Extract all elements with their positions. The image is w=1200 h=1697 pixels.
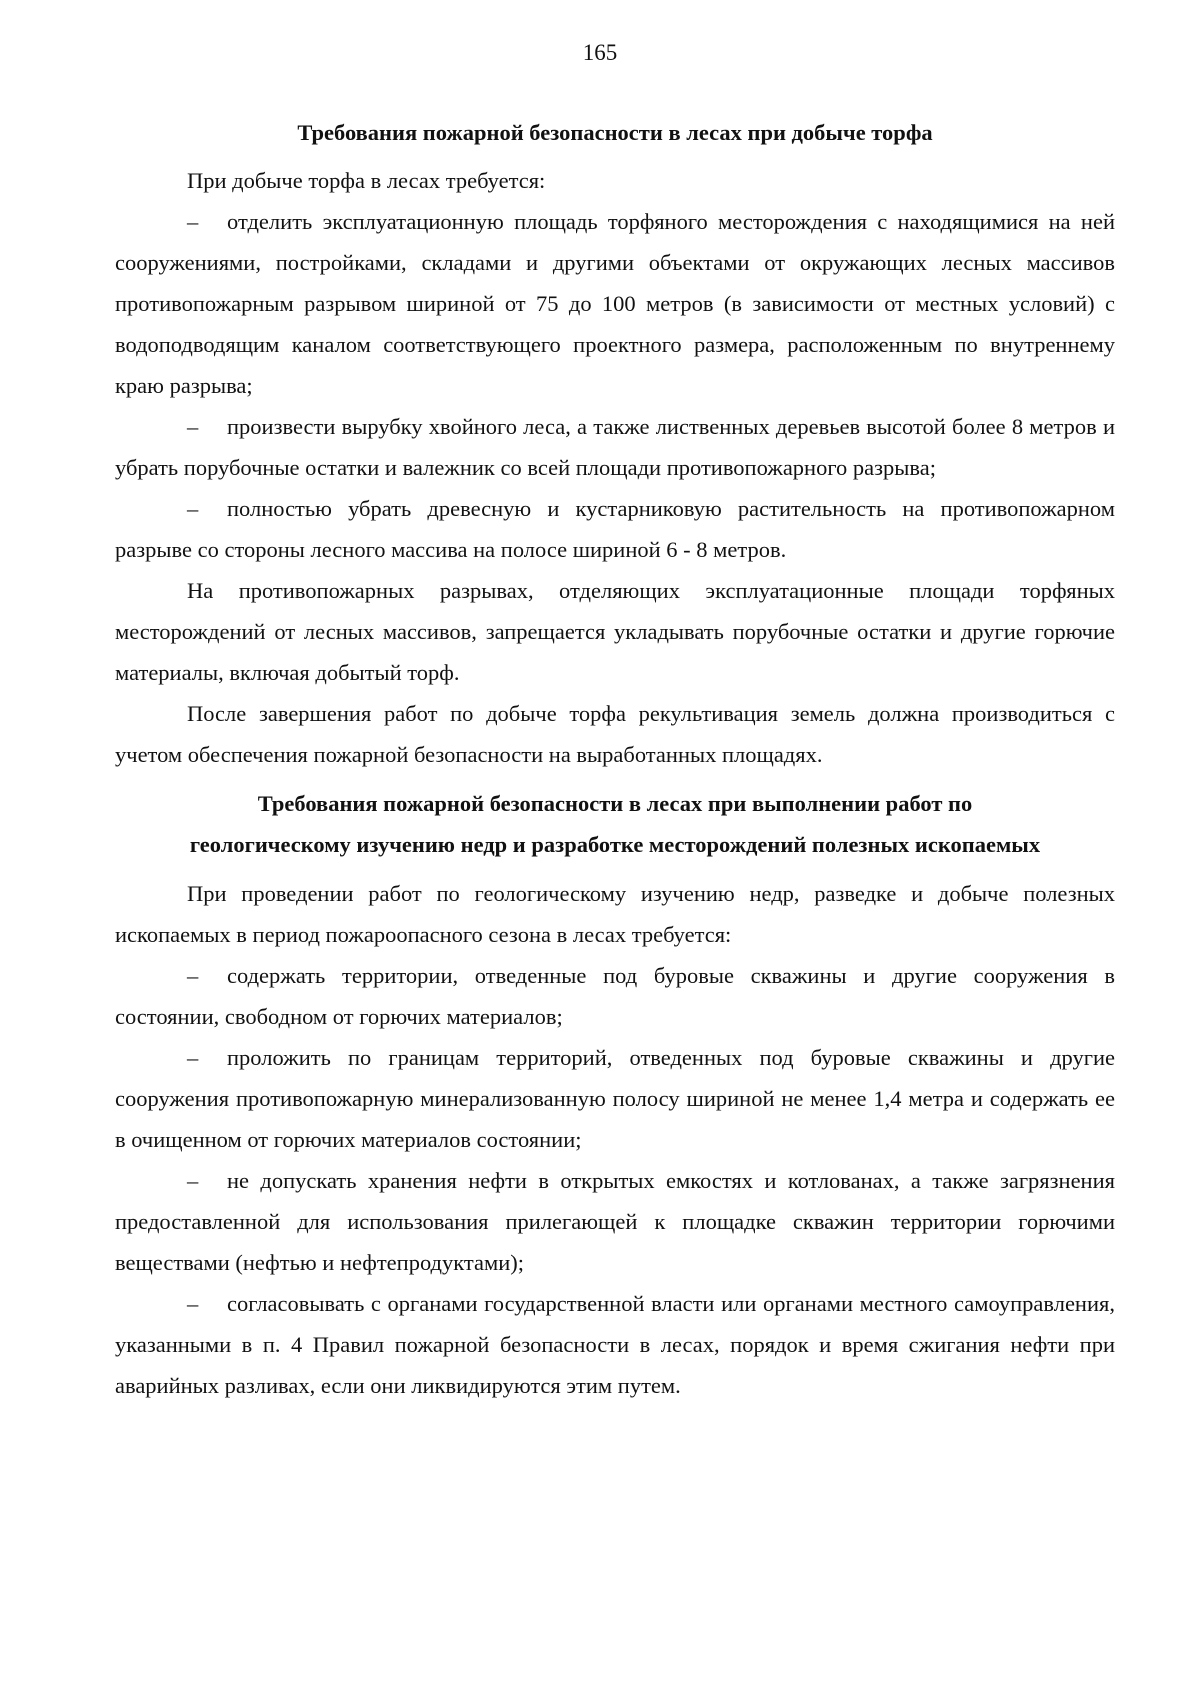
dash-bullet: – [187, 1045, 199, 1070]
section-heading-geology [115, 783, 1115, 865]
list-item-text: полностью убрать древесную и кустарниковую растительность на противопожарном разрыве со стороны лесного массива на полосе шириной 6 - 8 метров. [115, 496, 1115, 562]
dash-bullet: – [187, 209, 199, 234]
dash-bullet: – [187, 1168, 199, 1193]
list-item-text: проложить по границам территорий, отведенных под буровые скважины и другие сооружения противопожарную минерализованную полосу шириной не менее 1,4 метра и содержать ее в очищенном от горючих материалов состоянии; [115, 1045, 1115, 1152]
list-item [115, 1037, 1115, 1160]
dash-bullet: – [187, 496, 199, 521]
section-heading-geology-line2: геологическому изучению недр и разработке месторождений полезных ископаемых [189, 832, 1041, 857]
page-number: 165 [582, 40, 618, 65]
section-intro-geology: При проведении работ по геологическому изучению недр, разведке и добыче полезных ископаемых в период пожароопасного сезона в лесах требуется: [115, 881, 1115, 947]
list-item-text: содержать территории, отведенные под буровые скважины и другие сооружения в состоянии, свободном от горючих материалов; [115, 963, 1115, 1029]
paragraph: На противопожарных разрывах, отделяющих эксплуатационные площади торфяных месторождений от лесных массивов, запрещается укладывать порубочные остатки и другие горючие материалы, включая добытый торф. [115, 578, 1115, 685]
list-item-text: согласовывать с органами государственной власти или органами местного самоуправления, указанными в п. 4 Правил пожарной безопасности в лесах, порядок и время сжигания нефти при аварийных разливах, если они ликвидируются этим путем. [115, 1291, 1115, 1398]
list-item-text: не допускать хранения нефти в открытых емкостях и котлованах, а также загрязнения предоставленной для использования прилегающей к площадке скважин территории горючими веществами (нефтью и нефтепродуктами); [115, 1168, 1115, 1275]
list-item-text: отделить эксплуатационную площадь торфяного месторождения с находящимися на ней сооружениями, постройками, складами и другими объектами от окружающих лесных массивов противопожарным разрывом шириной от 75 до 100 метров (в зависимости от местных условий) с водоподводящим каналом соответствующего проектного размера, расположенным по внутреннему краю разрыва; [115, 209, 1115, 398]
section-intro-peat: При добыче торфа в лесах требуется: [187, 168, 546, 193]
list-item-text: произвести вырубку хвойного леса, а также лиственных деревьев высотой более 8 метров и убрать порубочные остатки и валежник со всей площади противопожарного разрыва; [115, 414, 1115, 480]
list-item [115, 1160, 1115, 1283]
dash-bullet: – [187, 1291, 199, 1316]
list-item [115, 201, 1115, 406]
list-item [115, 488, 1115, 570]
paragraph: После завершения работ по добыче торфа рекультивация земель должна производиться с учетом обеспечения пожарной безопасности на выработанных площадях. [115, 701, 1115, 767]
dash-bullet: – [187, 963, 199, 988]
list-item [115, 406, 1115, 488]
section-heading-geology-line1: Требования пожарной безопасности в лесах при выполнении работ по [257, 791, 973, 816]
document-body [115, 112, 1115, 1406]
section-heading-peat-text: Требования пожарной безопасности в лесах при добыче торфа [297, 120, 933, 145]
list-item [115, 1283, 1115, 1406]
list-item [115, 955, 1115, 1037]
dash-bullet: – [187, 414, 199, 439]
section-heading-peat [115, 112, 1115, 153]
